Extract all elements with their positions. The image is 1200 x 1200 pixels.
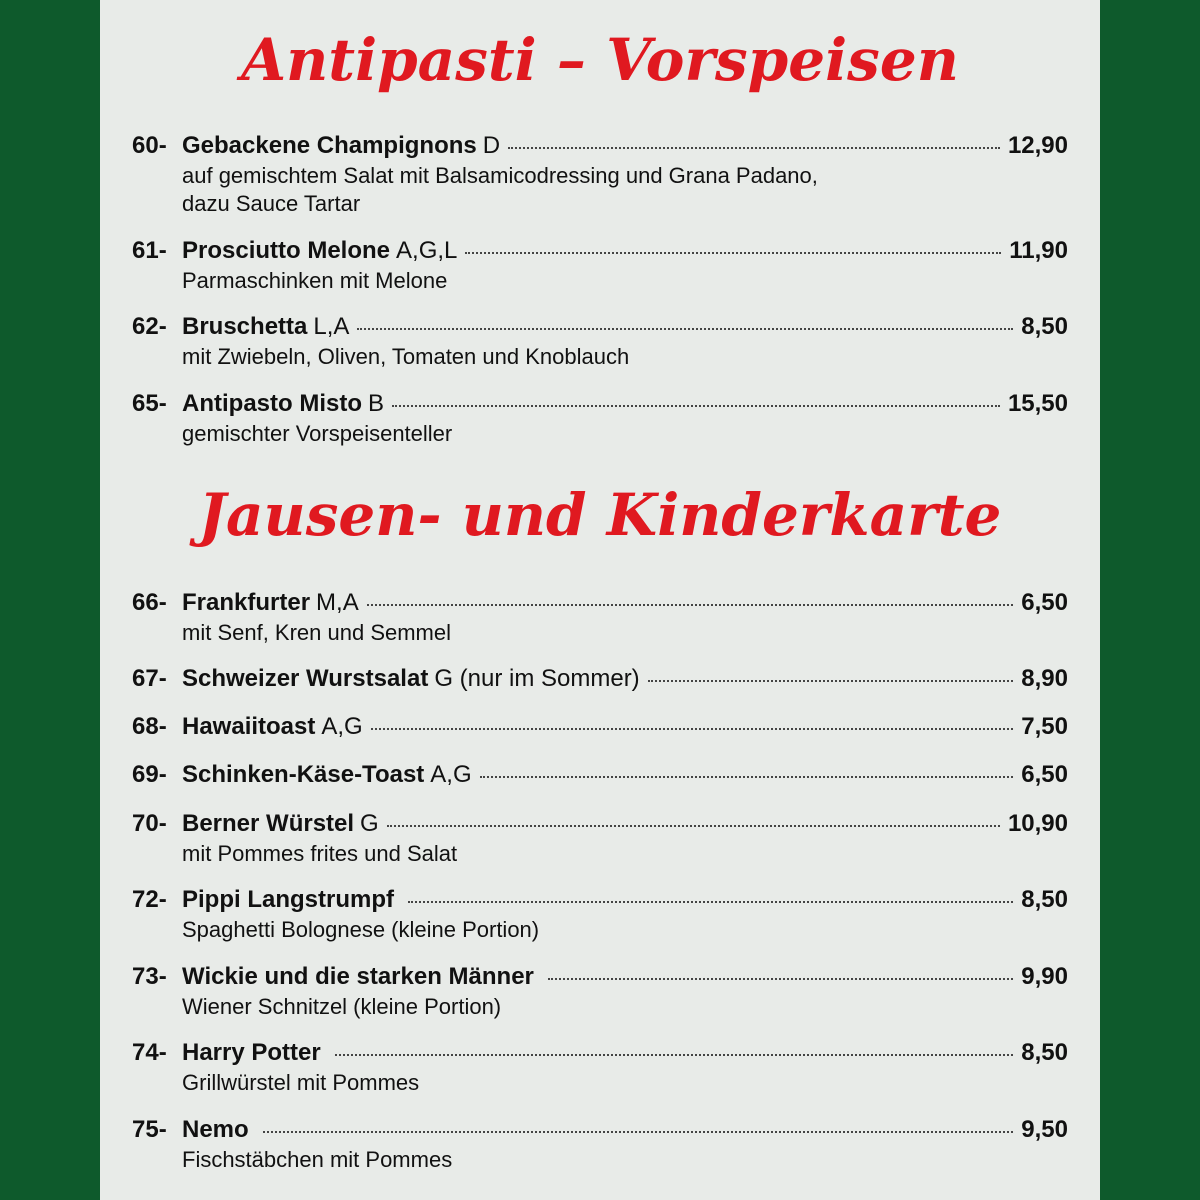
- item-allergens: G (nur im Sommer): [434, 665, 640, 692]
- item-price: 12,90: [1007, 132, 1068, 159]
- item-price: 6,50: [1021, 589, 1068, 616]
- item-allergens: G: [360, 810, 379, 837]
- menu-item: [132, 713, 1068, 743]
- menu-item-line: [132, 132, 1068, 162]
- item-price: 11,90: [1009, 237, 1068, 264]
- menu-item: [132, 237, 1068, 295]
- item-number: 72-: [132, 886, 167, 913]
- menu-item-line: [132, 713, 1068, 743]
- item-number: 75-: [132, 1116, 167, 1143]
- menu-item: [132, 810, 1068, 868]
- dot-leader: [335, 1054, 1014, 1056]
- menu-item-line: [132, 237, 1068, 267]
- item-price: 8,50: [1021, 1039, 1068, 1066]
- item-price: 6,50: [1021, 761, 1068, 788]
- item-allergens: A,G,L: [396, 237, 458, 264]
- dot-leader: [392, 405, 1000, 407]
- item-number: 68-: [132, 713, 167, 740]
- item-number: 69-: [132, 761, 167, 788]
- item-price: 7,50: [1021, 713, 1068, 740]
- section-title-antipasti: Antipasti – Vorspeisen: [241, 26, 959, 94]
- item-name: Gebackene Champignons: [182, 132, 477, 159]
- dot-leader: [263, 1131, 1014, 1133]
- menu-item: [132, 1039, 1068, 1097]
- menu-item: [132, 761, 1068, 791]
- item-name: Berner Würstel: [182, 810, 355, 837]
- item-description: Spaghetti Bolognese (kleine Portion): [182, 917, 540, 942]
- item-number: 61-: [132, 237, 167, 264]
- dot-leader: [480, 776, 1014, 778]
- item-description: mit Zwiebeln, Oliven, Tomaten und Knoblauch: [182, 344, 630, 369]
- item-allergens: L,A: [313, 313, 350, 340]
- item-number: 62-: [132, 313, 167, 340]
- menu-item-line: [132, 886, 1068, 916]
- item-price: 9,50: [1021, 1116, 1068, 1143]
- item-description: Fischstäbchen mit Pommes: [182, 1147, 453, 1172]
- item-price: 8,50: [1021, 886, 1068, 913]
- item-price: 9,90: [1021, 963, 1068, 990]
- item-number: 67-: [132, 665, 167, 692]
- item-description: auf gemischtem Salat mit Balsamicodressing und Grana Padano,: [182, 163, 818, 188]
- item-name: Nemo: [182, 1116, 249, 1143]
- item-name: Schinken-Käse-Toast: [182, 761, 425, 788]
- menu-item: [132, 1116, 1068, 1174]
- item-description: Grillwürstel mit Pommes: [182, 1070, 420, 1095]
- section-title-jausen: Jausen- und Kinderkarte: [198, 481, 1002, 549]
- item-price: 15,50: [1007, 390, 1068, 417]
- item-allergens: A,G: [321, 713, 363, 740]
- menu-item-line: [132, 810, 1068, 840]
- menu-item: [132, 963, 1068, 1021]
- item-name: Pippi Langstrumpf: [182, 886, 394, 913]
- menu-item: [132, 665, 1068, 695]
- menu-item: [132, 390, 1068, 448]
- item-number: 60-: [132, 132, 167, 159]
- item-number: 73-: [132, 963, 167, 990]
- dot-leader: [508, 147, 1000, 149]
- item-description: gemischter Vorspeisenteller: [182, 421, 453, 446]
- item-allergens: D: [482, 132, 501, 159]
- item-number: 66-: [132, 589, 167, 616]
- item-allergens: A,G: [430, 761, 472, 788]
- menu-item: [132, 313, 1068, 371]
- menu-item-line: [132, 1116, 1068, 1146]
- menu-item: [132, 589, 1068, 647]
- menu-item-line: [132, 390, 1068, 420]
- menu-item-line: [132, 1039, 1068, 1069]
- item-price: 8,90: [1021, 665, 1068, 692]
- item-description: Wiener Schnitzel (kleine Portion): [182, 994, 502, 1019]
- menu-item-line: [132, 589, 1068, 619]
- menu-item-line: [132, 761, 1068, 791]
- item-name: Frankfurter: [182, 589, 311, 616]
- menu-item-line: [132, 665, 1068, 695]
- menu-item-line: [132, 963, 1068, 993]
- item-price: 8,50: [1021, 313, 1068, 340]
- item-price: 10,90: [1007, 810, 1068, 837]
- dot-leader: [465, 252, 1001, 254]
- item-name: Hawaiitoast: [182, 713, 316, 740]
- item-number: 65-: [132, 390, 167, 417]
- item-number: 70-: [132, 810, 167, 837]
- item-name: Bruschetta: [182, 313, 308, 340]
- item-allergens: B: [368, 390, 385, 417]
- item-name: Antipasto Misto: [182, 390, 362, 417]
- dot-leader: [357, 328, 1013, 330]
- item-allergens: M,A: [316, 589, 359, 616]
- item-name: Schweizer Wurstsalat: [182, 665, 429, 692]
- dot-leader: [371, 728, 1014, 730]
- dot-leader: [408, 901, 1013, 903]
- dot-leader: [548, 978, 1013, 980]
- item-description: Parmaschinken mit Melone: [182, 268, 448, 293]
- dot-leader: [367, 604, 1014, 606]
- menu-page: [100, 0, 1100, 1200]
- item-number: 74-: [132, 1039, 167, 1066]
- item-description: dazu Sauce Tartar: [182, 191, 361, 216]
- menu-item-line: [132, 313, 1068, 343]
- dot-leader: [648, 680, 1014, 682]
- item-name: Wickie und die starken Männer: [182, 963, 534, 990]
- dot-leader: [387, 825, 1000, 827]
- menu-item: [132, 132, 1068, 218]
- item-name: Prosciutto Melone: [182, 237, 391, 264]
- item-description: mit Senf, Kren und Semmel: [182, 620, 452, 645]
- item-name: Harry Potter: [182, 1039, 321, 1066]
- item-description: mit Pommes frites und Salat: [182, 841, 458, 866]
- menu-item: [132, 886, 1068, 944]
